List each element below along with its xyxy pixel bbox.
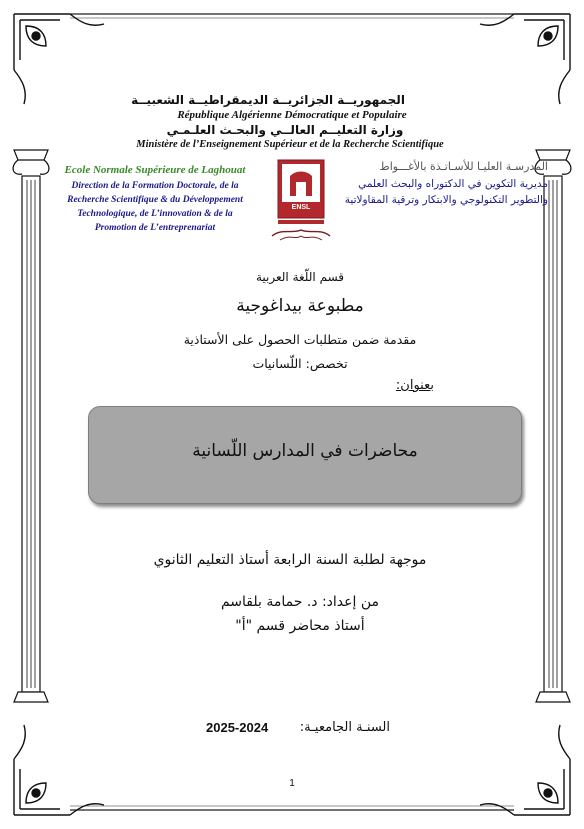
author-line: من إعداد: د. حمامة بلقاسم bbox=[220, 594, 380, 610]
document-type: مطبوعة بيداغوجية bbox=[236, 296, 364, 316]
direction-arabic-line: والتطوير التكنولوجي والابتكار وترقية المقاولاتية bbox=[344, 194, 548, 206]
corner-ornament-bottom-left bbox=[14, 725, 104, 815]
republic-arabic: الجمهوريــة الجزائريــة الديمقراطيــة الشعبيــة bbox=[131, 93, 405, 107]
title-label: بعنوان: bbox=[395, 378, 434, 393]
ministry-arabic: وزارة التعليــم العالــي والبحـث العلـمـي bbox=[166, 123, 404, 137]
year-value: 2025-2024 bbox=[206, 720, 269, 735]
document-purpose: مقدمة ضمن متطلبات الحصول على الأستاذية bbox=[183, 332, 417, 347]
direction-french-line: Recherche Scientifique & du Développement bbox=[67, 195, 243, 205]
corner-ornament-bottom-right bbox=[480, 725, 570, 815]
title-box bbox=[88, 406, 522, 504]
specialty: تخصص: اللّسانيات bbox=[252, 356, 348, 371]
document-title: محاضرات في المدارس اللّسانية bbox=[192, 441, 418, 461]
academic-year bbox=[200, 720, 390, 740]
direction-french-line: Direction de la Formation Doctorale, de la bbox=[71, 181, 239, 191]
school-name-arabic: المدرسـة العليـا للأسـاتـذة بالأغـــواط bbox=[379, 160, 548, 173]
year-label: السنـة الجامعيـة: bbox=[299, 720, 390, 735]
corner-ornament-top-left bbox=[14, 14, 104, 104]
school-name-french: Ecole Normale Supérieure de Laghouat bbox=[64, 164, 246, 176]
logo-text: ENSL bbox=[291, 204, 311, 211]
direction-french-line: Promotion de L’entreprenariat bbox=[94, 223, 216, 233]
corner-ornament-top-right bbox=[480, 14, 570, 104]
author-rank: أستاذ محاضر قسم "أ" bbox=[235, 618, 365, 634]
department: قسم اللّغة العربية bbox=[255, 270, 345, 284]
ministry-french: Ministère de l’Enseignement Supérieur et de la Recherche Scientifique bbox=[136, 139, 444, 150]
direction-french-line: Technologique, de L’innovation & de la bbox=[77, 209, 233, 219]
direction-french bbox=[40, 179, 270, 235]
school-logo bbox=[270, 158, 332, 244]
direction-arabic-line: مديرية التكوين في الدكتوراه والبحث العلمي bbox=[358, 178, 548, 190]
republic-french: République Algérienne Démocratique et Populaire bbox=[177, 109, 407, 121]
direction-arabic bbox=[326, 176, 548, 208]
right-column bbox=[535, 150, 571, 702]
page-number: 1 bbox=[289, 778, 295, 789]
audience: موجهة لطلبة السنة الرابعة أستاذ التعليم الثانوي bbox=[153, 552, 427, 568]
